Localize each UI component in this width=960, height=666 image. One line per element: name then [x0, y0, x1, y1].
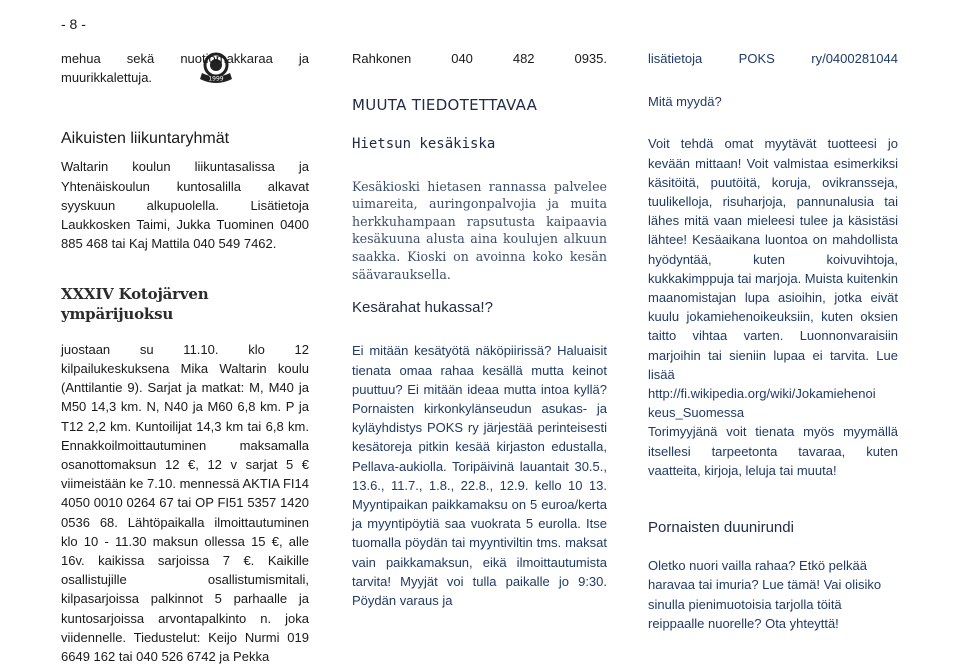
- hietsun-heading: Hietsun kesäkiska: [352, 136, 496, 153]
- left-column: [61, 49, 309, 666]
- poks-contact-line: lisätietoja POKS ry/0400281044: [648, 51, 898, 66]
- mita-text: Voit tehdä omat myytävät tuotteesi jo kevään mittaan! Voit valmistaa esimerkiksi käsitöitä, puutöitä, koruja, ovikransseja, tuulikelloja, risuharjoja, pannunalusia tai lähes mitä vaan mieleesi tulee ja käsistäsi lähtee! Kesäaikana luontoa on mahdollista hyödyntää, kuten koivuvihtoja, kukkakimppuja tai marjoja. Muista kuitenkin maanomistajan lupa asioihin, jotka eivät kuulu jokamiehenoikeuksiin, kuten oksien taitto vihtaa varten. Luonnonvaraisiin marjoihin tai sieniin lupaa ei tarvita. Lue lisää http://fi.wikipedia.org/wiki/Jokamiehenoi keus_Suomessa: [648, 136, 898, 421]
- kotojarvi-text: juostaan su 11.10. klo 12 kilpailukeskuksena Mika Waltarin koulu (Anttilantie 9). Sarjat ja matkat: M, M40 ja M50 14,3 km. N, N40 ja M60 6,8 km. P ja T12 2,2 km. Kuntoilijat 14,3 km tai 6,8 km. Ennakkoilmoittautuminen maksamalla osanottomaksun 12 €, 12 v sarjat 5 € viimeistään ke 7.10. mennessä AKTIA FI14 4050 0010 0264 67 tai OP FI51 5357 1420 0536 68. Lähtöpaikalla ilmoittautuminen klo 10 - 11.30 maksun ollessa 15 €, alle 16v. kaikissa sarjoissa 7 €. Kaikille osallistujille osallistumismitali, kilpasarjoissa palkinnot 5 parhaalle ja kuntosarjoissa arvontapalkinto n. joka viidennelle. Tiedustelut: Keijo Nurmi 019 6649 162 tai 040 526 6742 ja Pekka: [61, 341, 309, 665]
- intro-text-line2: muurikkalettuja.: [61, 70, 153, 86]
- section-heading: MUUTA TIEDOTETTAVAA: [352, 96, 538, 115]
- aikuiset-text: Waltarin koulun liikuntasalissa ja Yhtenäiskoulun kuntosalilla alkavat syyskuun alkupuolella. Lisätietoja Laukkosken Taimi, Jukka Tuominen 0400 885 468 tai Kaj Mattila 040 549 7462.: [61, 159, 309, 252]
- kesarahat-heading: Kesärahat hukassa!?: [352, 299, 493, 317]
- duunirundi-heading: Pornaisten duunirundi: [648, 519, 794, 537]
- emblem-year: 1999: [208, 75, 224, 83]
- mita-heading: Mitä myydä?: [648, 94, 722, 110]
- right-column: [648, 49, 898, 633]
- middle-column: [352, 49, 607, 610]
- kesarahat-text: Ei mitään kesätyötä näköpiirissä? Haluaisit tienata omaa rahaa kesällä mutta keinot puuttuu? Ei mitään ideaa mutta intoa kyllä? Pornaisten kirkonkylänseudun asukas- ja kyläyhdistys POKS ry järjestää perinteisesti kesätoreja pitkin kesää kirjaston edustalla, Pellava-aukiolla. Toripäivinä lauantait 30.5., 13.6., 11.7., 1.8., 22.8., 12.9. kello 10 13. Myyntipaikan paikkamaksu on 5 euroa/kerta ja myyntipöytiä saa vuokrata 5 eurolla. Itse tuomalla pöydän tai myyntiviltin tms. maksat vain paikkamaksun, eikä ilmoittautumista tarvita! Myyjät voi tulla paikalle jo 9:30. Pöydän varaus ja: [352, 343, 607, 609]
- page-number: - 8 -: [61, 16, 86, 32]
- kotojarvi-heading: XXXIV Kotojärven ympärijuoksu: [61, 285, 209, 323]
- duunirundi-text: Oletko nuori vailla rahaa? Etkö pelkää haravaa tai imuria? Lue tämä! Vai olisiko sinulla pienimuotoisia tarjolla töitä reippaalle nuorelle? Ota yhteyttä!: [648, 558, 882, 631]
- aikuiset-heading: Aikuisten liikuntaryhmät: [61, 130, 230, 148]
- rahkonen-line: Rahkonen 040 482 0935.: [352, 51, 607, 66]
- intro-text-line1: mehua sekä nuotiomakkaraa ja: [61, 51, 309, 66]
- hietsun-text: Kesäkioski hietasen rannassa palvelee uimareita, auringonpalvojia ja muita herkkuhampaan rapsutusta kaipaavia kesäkuuna alusta aina koulujen alkuun saakka. Kioski on avoinna koko kesän säävarauksella.: [352, 178, 607, 282]
- tori-text: Torimyyjänä voit tienata myös myymällä itsellesi tarpeetonta tavaraa, kuten vaatteita, kirjoja, leluja tai muuta!: [648, 424, 898, 478]
